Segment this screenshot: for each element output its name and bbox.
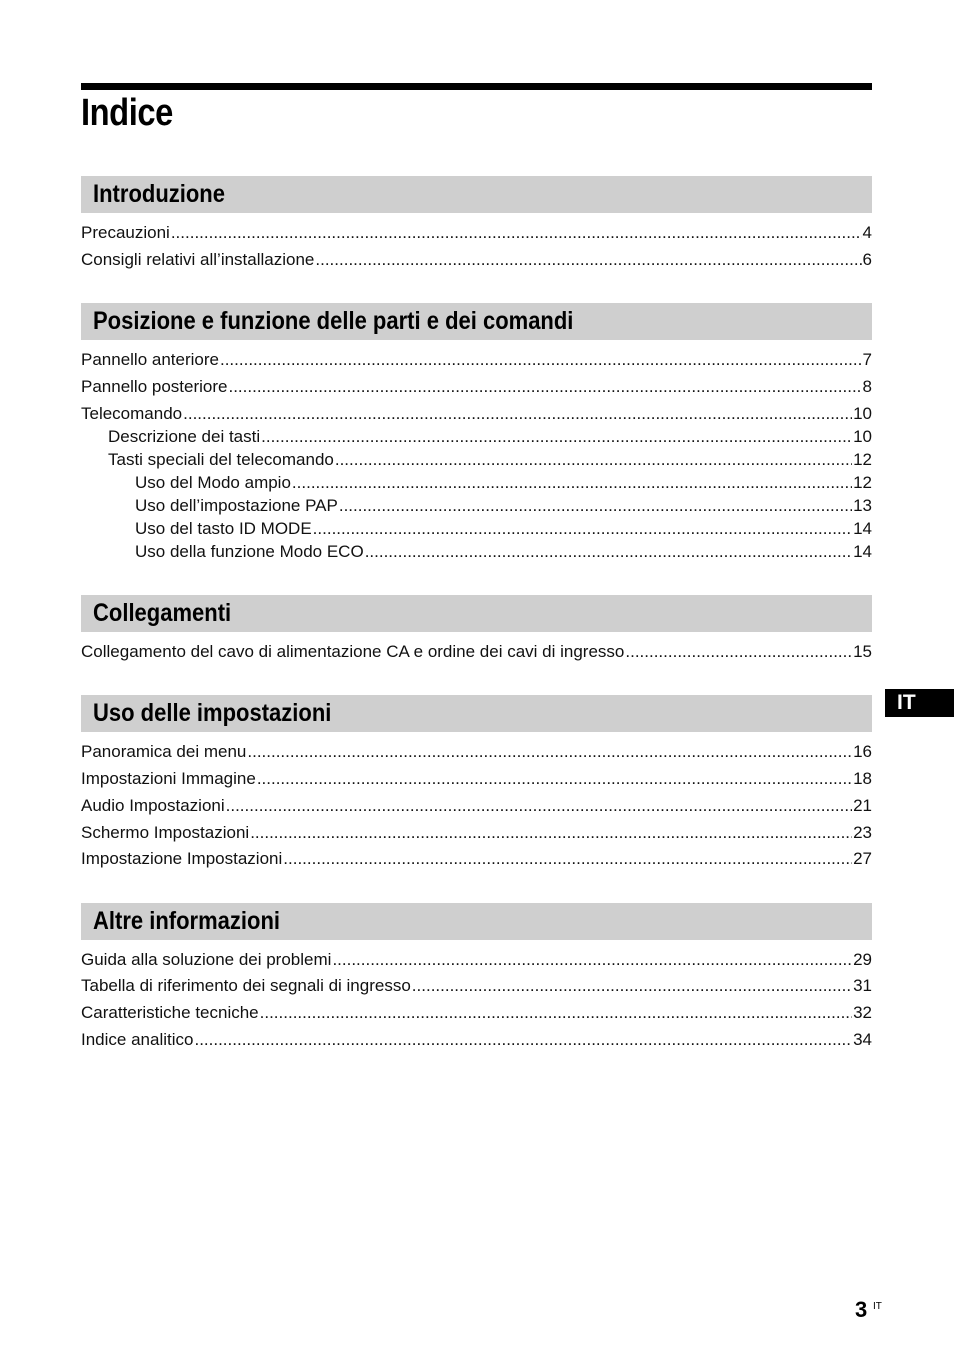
toc-entry[interactable]: Pannello posteriore ..... 8 — [81, 376, 872, 398]
toc-entry[interactable]: Impostazione Impostazioni ..... 27 — [81, 848, 872, 870]
toc-entry[interactable]: Consigli relativi all’installazione ..... 6 — [81, 249, 872, 271]
section-heading-introduzione: Introduzione — [81, 176, 872, 213]
toc-entry[interactable]: Telecomando ..... 10 — [81, 403, 872, 425]
toc-subsubentry[interactable]: Uso dell’impostazione PAP ..... 13 — [81, 495, 872, 517]
title-rule — [81, 83, 872, 90]
toc-subsubentry[interactable]: Uso della funzione Modo ECO ..... 14 — [81, 541, 872, 563]
toc-entry[interactable]: Tabella di riferimento dei segnali di ingresso ..... 31 — [81, 975, 872, 997]
toc-subsubentry[interactable]: Uso del Modo ampio ..... 12 — [81, 472, 872, 494]
section-heading-collegamenti: Collegamenti — [81, 595, 872, 632]
toc-entry[interactable]: Guida alla soluzione dei problemi ..... 29 — [81, 949, 872, 971]
language-tab: IT — [885, 689, 954, 717]
toc-entry[interactable]: Precauzioni ..... 4 — [81, 222, 872, 244]
page-number-suffix: IT — [873, 1301, 882, 1312]
toc-entry[interactable]: Indice analitico ..... 34 — [81, 1029, 872, 1051]
toc-subsubentry[interactable]: Uso del tasto ID MODE ..... 14 — [81, 518, 872, 540]
page-number: 3 — [855, 1297, 868, 1322]
section-heading-altre-informazioni: Altre informazioni — [81, 903, 872, 940]
toc-entry[interactable]: Audio Impostazioni ..... 21 — [81, 795, 872, 817]
toc-entry[interactable]: Schermo Impostazioni ..... 23 — [81, 822, 872, 844]
page-title: Indice — [81, 92, 173, 134]
toc-entry[interactable]: Caratteristiche tecniche ..... 32 — [81, 1002, 872, 1024]
toc-subentry[interactable]: Tasti speciali del telecomando ..... 12 — [81, 449, 872, 471]
toc-entry[interactable]: Panoramica dei menu ..... 16 — [81, 741, 872, 763]
section-heading-posizione: Posizione e funzione delle parti e dei comandi — [81, 303, 872, 340]
toc-subentry[interactable]: Descrizione dei tasti ..... 10 — [81, 426, 872, 448]
toc-entry[interactable]: Impostazioni Immagine ..... 18 — [81, 768, 872, 790]
toc-entry[interactable]: Collegamento del cavo di alimentazione CA e ordine dei cavi di ingresso ..... 15 — [81, 641, 872, 663]
section-heading-uso-impostazioni: Uso delle impostazioni — [81, 695, 872, 732]
toc-entry[interactable]: Pannello anteriore ..... 7 — [81, 349, 872, 371]
